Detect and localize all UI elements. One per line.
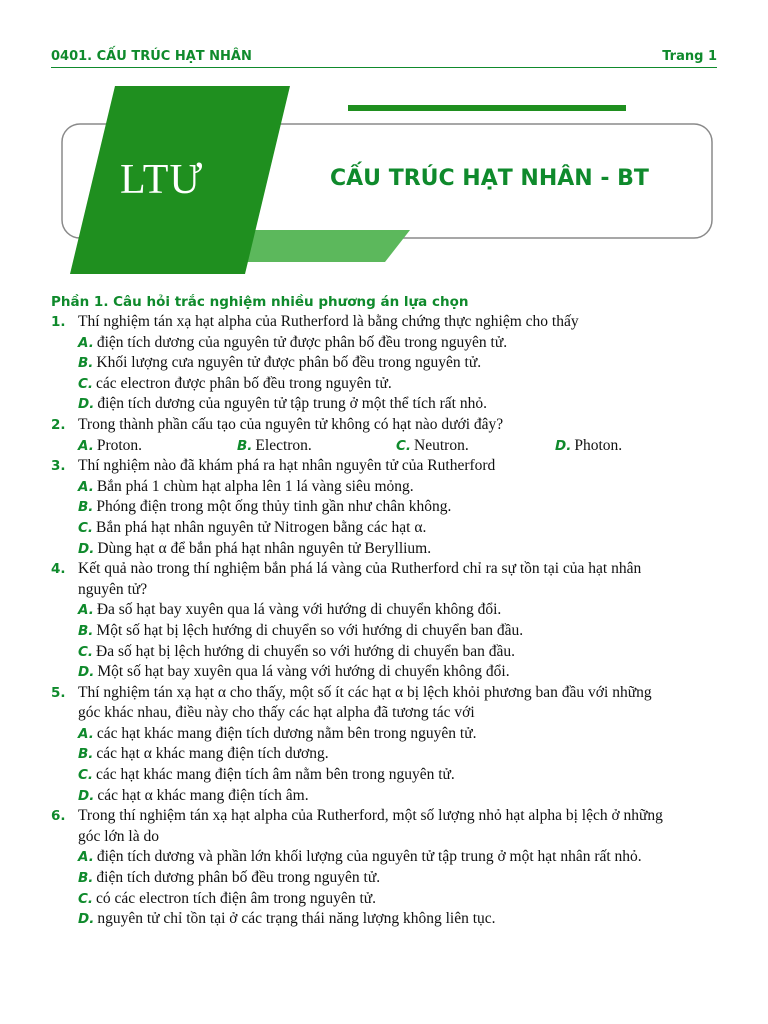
question-text-cont: góc khác nhau, điều này cho thấy các hạt alpha đã tương tác với xyxy=(78,704,475,722)
document-title: CẤU TRÚC HẠT NHÂN - BT xyxy=(330,166,649,191)
option-a[interactable]: A. các hạt khác mang điện tích dương nằm bên trong nguyên tử. xyxy=(78,724,477,742)
option-b[interactable]: B. Một số hạt bị lệch hướng di chuyển so với hướng di chuyển ban đầu. xyxy=(78,621,524,639)
question-text: Trong thành phần cấu tạo của nguyên tử không có hạt nào dưới đây? xyxy=(78,415,504,433)
logo-text: LTƯ xyxy=(120,157,204,203)
option-c[interactable]: C. Bắn phá hạt nhân nguyên tử Nitrogen bằng các hạt α. xyxy=(78,518,427,536)
option-d[interactable]: D. các hạt α khác mang điện tích âm. xyxy=(78,786,309,804)
option-b[interactable]: B. điện tích dương phân bố đều trong nguyên tử. xyxy=(78,869,381,887)
question-text: Thí nghiệm tán xạ hạt α cho thấy, một số ít các hạt α bị lệch khỏi phương ban đầu với những xyxy=(78,683,652,701)
title-banner xyxy=(0,0,768,290)
option-d[interactable]: D. Một số hạt bay xuyên qua lá vàng với hướng di chuyển không đổi. xyxy=(78,663,510,681)
question-6 xyxy=(51,806,721,930)
question-text: Thí nghiệm tán xạ hạt alpha của Rutherford là bằng chứng thực nghiệm cho thấy xyxy=(78,313,579,330)
top-accent-bar xyxy=(348,105,626,111)
question-text: Kết quả nào trong thí nghiệm bắn phá lá vàng của Rutherford chỉ ra sự tồn tại của hạt nhân xyxy=(78,560,642,578)
content xyxy=(51,292,721,930)
page-number: Trang 1 xyxy=(662,49,717,64)
header-title: 0401. CẤU TRÚC HẠT NHÂN xyxy=(51,49,252,64)
option-b[interactable]: B. Phóng điện trong một ống thủy tinh gần như chân không. xyxy=(78,498,452,516)
question-number: 5. xyxy=(51,684,66,701)
option-c[interactable]: C. Đa số hạt bị lệch hướng di chuyển so với hướng di chuyển ban đầu. xyxy=(78,642,515,660)
question-number: 2. xyxy=(51,416,66,433)
option-d[interactable]: D. Dùng hạt α để bắn phá hạt nhân nguyên tử Beryllium. xyxy=(78,539,432,557)
option-b[interactable]: B. các hạt α khác mang điện tích dương. xyxy=(78,745,329,763)
option-c[interactable]: C. các electron được phân bố đều trong nguyên tử. xyxy=(78,374,392,392)
option-d[interactable]: D. Photon. xyxy=(555,436,623,454)
option-a[interactable]: A. Proton. xyxy=(78,436,143,454)
question-number: 1. xyxy=(51,314,66,330)
question-3 xyxy=(51,456,721,559)
option-a[interactable]: A. Đa số hạt bay xuyên qua lá vàng với hướng di chuyển không đổi. xyxy=(78,601,502,619)
option-a[interactable]: A. điện tích dương và phần lớn khối lượng của nguyên tử tập trung ở một hạt nhân rất nhỏ. xyxy=(78,848,642,866)
question-number: 4. xyxy=(51,561,66,578)
option-b[interactable]: B. Khối lượng cưa nguyên tử được phân bố đều trong nguyên tử. xyxy=(78,354,482,372)
option-c[interactable]: C. Neutron. xyxy=(396,436,469,454)
question-text-cont: góc lớn là do xyxy=(78,827,159,845)
option-b[interactable]: B. Electron. xyxy=(237,436,312,454)
question-number: 3. xyxy=(51,458,66,475)
question-text-cont: nguyên tử? xyxy=(78,580,148,598)
question-number: 6. xyxy=(51,808,66,825)
question-text: Trong thí nghiệm tán xạ hạt alpha của Rutherford, một số lượng nhỏ hạt alpha bị lệch ở những xyxy=(78,807,663,825)
question-5 xyxy=(51,683,721,807)
question-2 xyxy=(51,415,721,456)
question-1 xyxy=(51,312,721,415)
question-4 xyxy=(51,559,721,683)
option-c[interactable]: C. các hạt khác mang điện tích âm nằm bên trong nguyên tử. xyxy=(78,766,455,784)
option-a[interactable]: A. Bắn phá 1 chùm hạt alpha lên 1 lá vàng siêu mỏng. xyxy=(78,477,414,495)
option-d[interactable]: D. điện tích dương của nguyên tử tập trung ở một thể tích rất nhỏ. xyxy=(78,395,487,413)
section-title: Phần 1. Câu hỏi trắc nghiệm nhiều phương án lựa chọn xyxy=(51,294,469,310)
option-d[interactable]: D. nguyên tử chỉ tồn tại ở các trạng thái năng lượng không liên tục. xyxy=(78,910,496,928)
options-row xyxy=(51,436,721,457)
question-text: Thí nghiệm nào đã khám phá ra hạt nhân nguyên tử của Rutherford xyxy=(78,457,496,475)
option-a[interactable]: A. điện tích dương của nguyên tử được phân bố đều trong nguyên tử. xyxy=(78,333,508,351)
option-c[interactable]: C. có các electron tích điện âm trong nguyên tử. xyxy=(78,889,377,907)
